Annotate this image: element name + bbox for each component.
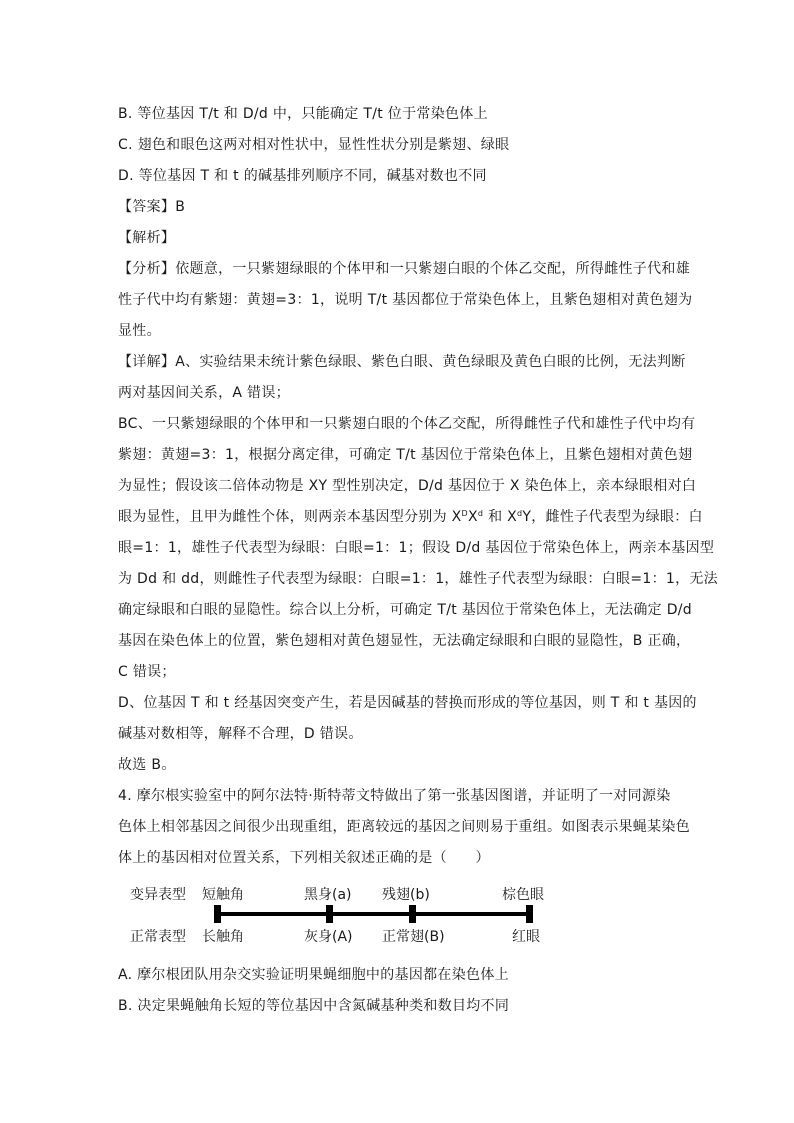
superscript: d xyxy=(517,509,523,518)
mutant-phenotype-label: 变异表型 xyxy=(130,887,186,903)
detail-text-2: 两对基因间关系，A 错误； xyxy=(118,385,290,401)
chromosome-line xyxy=(214,912,533,916)
question-4-line-1: 4. 摩尔根实验室中的阿尔法特·斯特蒂文特做出了第一张基因图谱，并证明了一对同源染 xyxy=(118,788,671,804)
text-part: X xyxy=(468,509,478,525)
chromosome-gene-map xyxy=(118,880,558,950)
detail-text-9: 确定绿眼和白眼的显隐性。综合以上分析，可确定 T/t 基因位于常染色体上，无法确定 D/d xyxy=(118,602,692,618)
answer-line: 【答案】B xyxy=(118,199,186,215)
detail-text-4: 紫翅：黄翅=3：1，根据分离定律，可确定 T/t 基因位于常染色体上，且紫色翅相对黄色翅 xyxy=(118,447,693,463)
normal-phenotype-label: 正常表型 xyxy=(130,929,186,945)
detail-text-13: 碱基对数相等，解释不合理，D 错误。 xyxy=(118,726,363,742)
question-4-line-3: 体上的基因相对位置关系，下列相关叙述正确的是（ ） xyxy=(118,850,490,866)
analysis-heading: 【解析】 xyxy=(118,230,176,246)
gene-4-mutant: 棕色眼 xyxy=(502,887,544,903)
gene-3-mutant: 残翅(b) xyxy=(382,887,430,903)
option-d-previous: D. 等位基因 T 和 t 的碱基排列顺序不同，碱基对数也不同 xyxy=(118,168,487,184)
analysis-text-2: 性子代中均有紫翅：黄翅=3：1，说明 T/t 基因都位于常染色体上，且紫色翅相对黄色翅为 xyxy=(118,292,693,308)
analysis-text-3: 显性。 xyxy=(118,323,161,339)
option-b-previous: B. 等位基因 T/t 和 D/d 中，只能确定 T/t 位于常染色体上 xyxy=(118,106,488,122)
text-part: 和 X xyxy=(483,509,518,525)
detail-text-10: 基因在染色体上的位置，紫色翅相对黄色翅显性，无法确定绿眼和白眼的显隐性，B 正确， xyxy=(118,633,691,649)
detail-text-5: 为显性；假设该二倍体动物是 XY 型性别决定，D/d 基因位于 X 染色体上，亲本绿眼相对白 xyxy=(118,478,697,494)
superscript: D xyxy=(461,509,469,518)
gene-3-normal: 正常翅(B) xyxy=(382,929,445,945)
analysis-text-1: 【分析】依题意，一只紫翅绿眼的个体甲和一只紫翅白眼的个体乙交配，所得雌性子代和雄 xyxy=(118,261,690,277)
question-4-option-a: A. 摩尔根团队用杂交实验证明果蝇细胞中的基因都在染色体上 xyxy=(118,967,509,983)
gene-2-mutant: 黑身(a) xyxy=(304,887,352,903)
gene-2-locus xyxy=(326,905,333,923)
detail-text-11: C 错误； xyxy=(118,664,176,680)
option-c-previous: C. 翅色和眼色这两对相对性状中，显性性状分别是紫翅、绿眼 xyxy=(118,137,510,153)
conclusion-line: 故选 B。 xyxy=(118,757,176,773)
question-4-line-2: 色体上相邻基因之间很少出现重组，距离较远的基因之间则易于重组。如图表示果蝇某染色 xyxy=(118,819,690,835)
gene-3-locus xyxy=(409,905,416,923)
gene-1-locus xyxy=(214,905,221,923)
text-part: Y，雌性子代表型为绿眼：白 xyxy=(522,509,703,525)
gene-2-normal: 灰身(A) xyxy=(304,929,353,945)
gene-1-normal: 长触角 xyxy=(202,929,244,945)
detail-text-1: 【详解】A、实验结果未统计紫色绿眼、紫色白眼、黄色绿眼及黄色白眼的比例，无法判断 xyxy=(118,354,686,370)
gene-4-locus xyxy=(526,905,533,923)
detail-text-3: BC、一只紫翅绿眼的个体甲和一只紫翅白眼的个体乙交配，所得雌性子代和雄性子代中均有 xyxy=(118,416,696,432)
detail-text-7: 眼=1：1，雄性子代表型为绿眼：白眼=1：1；假设 D/d 基因位于常染色体上，两亲本基因型 xyxy=(118,540,715,556)
superscript: d xyxy=(477,509,484,518)
detail-text-8: 为 Dd 和 dd，则雌性子代表型为绿眼：白眼=1：1，雄性子代表型为绿眼：白眼=1：1，无法 xyxy=(118,571,718,587)
detail-text-6 xyxy=(118,507,703,527)
question-4-option-b: B. 决定果蝇触角长短的等位基因中含氮碱基种类和数目均不同 xyxy=(118,998,510,1014)
gene-4-normal: 红眼 xyxy=(512,929,540,945)
gene-1-mutant: 短触角 xyxy=(202,887,244,903)
detail-text-12: D、位基因 T 和 t 经基因突变产生，若是因碱基的替换而形成的等位基因，则 T 和 t 基因的 xyxy=(118,695,697,711)
text-part: 眼为显性，且甲为雌性个体，则两亲本基因型分别为 X xyxy=(118,509,462,525)
